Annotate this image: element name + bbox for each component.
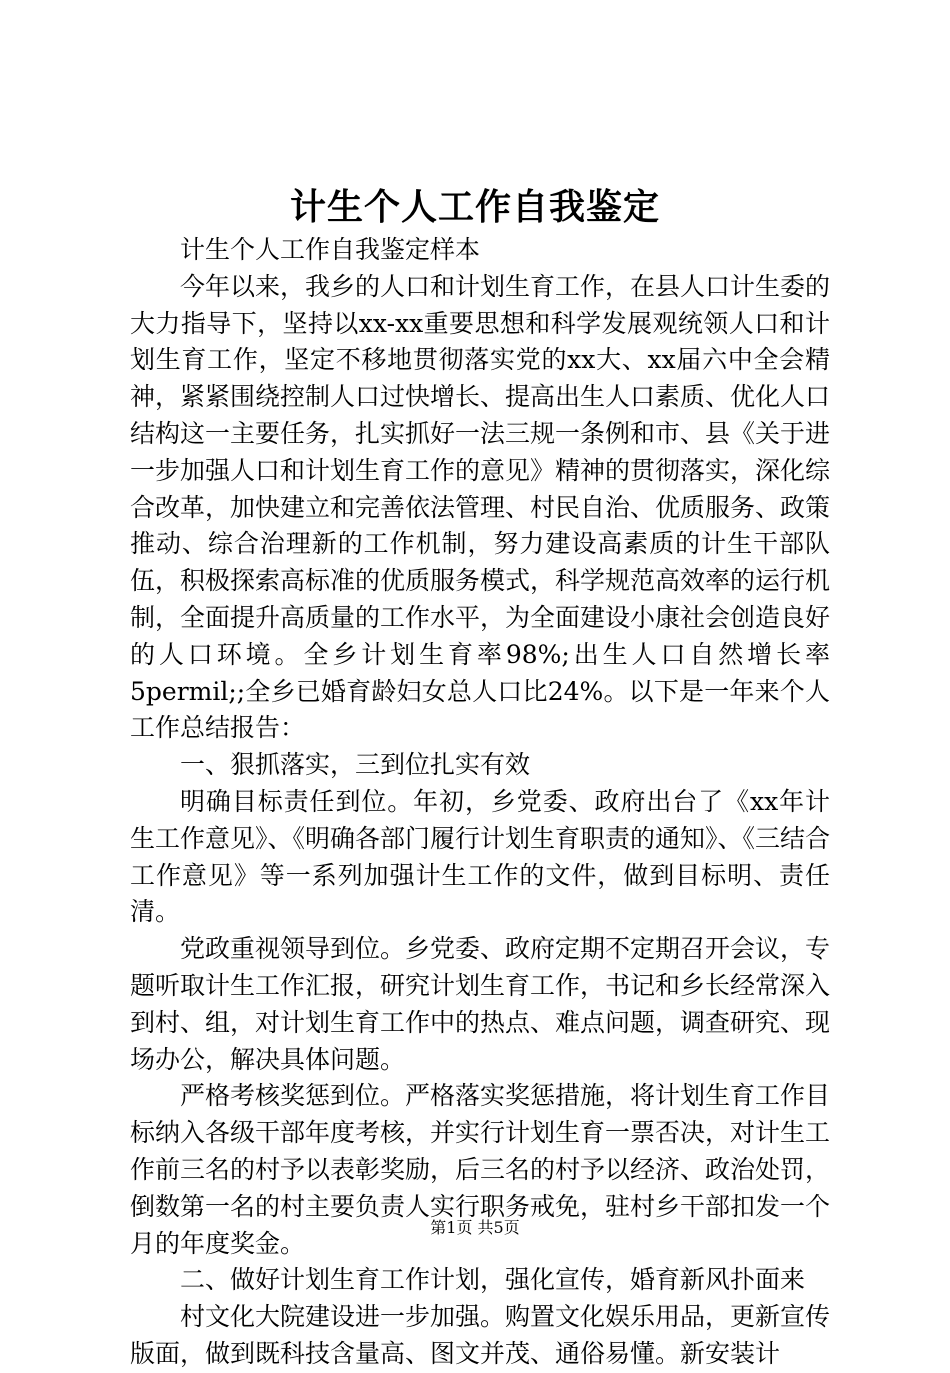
paragraph-intro: 今年以来，我乡的人口和计划生育工作，在县人口计生委的大力指导下，坚持以xx-xx重要思想和科学发展观统领人口和计划生育工作，坚定不移地贯彻落实党的xx大、xx届六中全会精神，紧紧围绕控制人口过快增长、提高出生人口素质、优化人口结构这一主要任务，扎实抓好一法三规一条例和市、县《关于进一步加强人口和计划生育工作的意见》精神的贯彻落实，深化综合改革，加快建立和完善依法管理、村民自治、优质服务、政策推动、综合治理新的工作机制，努力建设高素质的计生干部队伍，积极探索高标准的优质服务模式，科学规范高效率的运行机制，全面提升高质量的工作水平，为全面建设小康社会创造良好的人口环境。全乡计划生育率98%;出生人口自然增长率5permil;;全乡已婚育龄妇女总人口比24%。以下是一年来个人工作总结报告： [130, 271, 831, 743]
paragraph-cultural-courtyard: 村文化大院建设进一步加强。购置文化娱乐用品，更新宣传版面，做到既科技含量高、图文并茂、通俗易懂。新安装计 [130, 1302, 831, 1368]
section-heading-1: 一、狠抓落实，三到位扎实有效 [180, 750, 531, 780]
document-title: 计生个人工作自我鉴定 [289, 187, 660, 228]
paragraph-subtitle: 计生个人工作自我鉴定样本 [180, 235, 481, 264]
document-body [130, 232, 830, 1373]
paragraph-leadership: 党政重视领导到位。乡党委、政府定期不定期召开会议，专题听取计生工作汇报，研究计划生育工作，书记和乡长经常深入到村、组，对计划生育工作中的热点、难点问题，调查研究、现场办公，解决具体问题。 [130, 934, 831, 1074]
paragraph-target-responsibility: 明确目标责任到位。年初，乡党委、政府出台了《xx年计生工作意见》、《明确各部门履行计划生育职责的通知》、《三结合工作意见》等一系列加强计生工作的文件，做到目标明、责任清。 [130, 786, 831, 927]
section-heading-2: 二、做好计划生育工作计划，强化宣传，婚育新风扑面来 [180, 1265, 806, 1295]
paragraph-assessment: 严格考核奖惩到位。严格落实奖惩措施，将计划生育工作目标纳入各级干部年度考核，并实行计划生育一票否决，对计生工作前三名的村予以表彰奖励，后三名的村予以经济、政治处罚，倒数第一名的村主要负责人实行职务戒免，驻村乡干部扣发一个月的年度奖金。 [130, 1081, 831, 1258]
page-footer: 第1页 共5页 [430, 1218, 520, 1237]
